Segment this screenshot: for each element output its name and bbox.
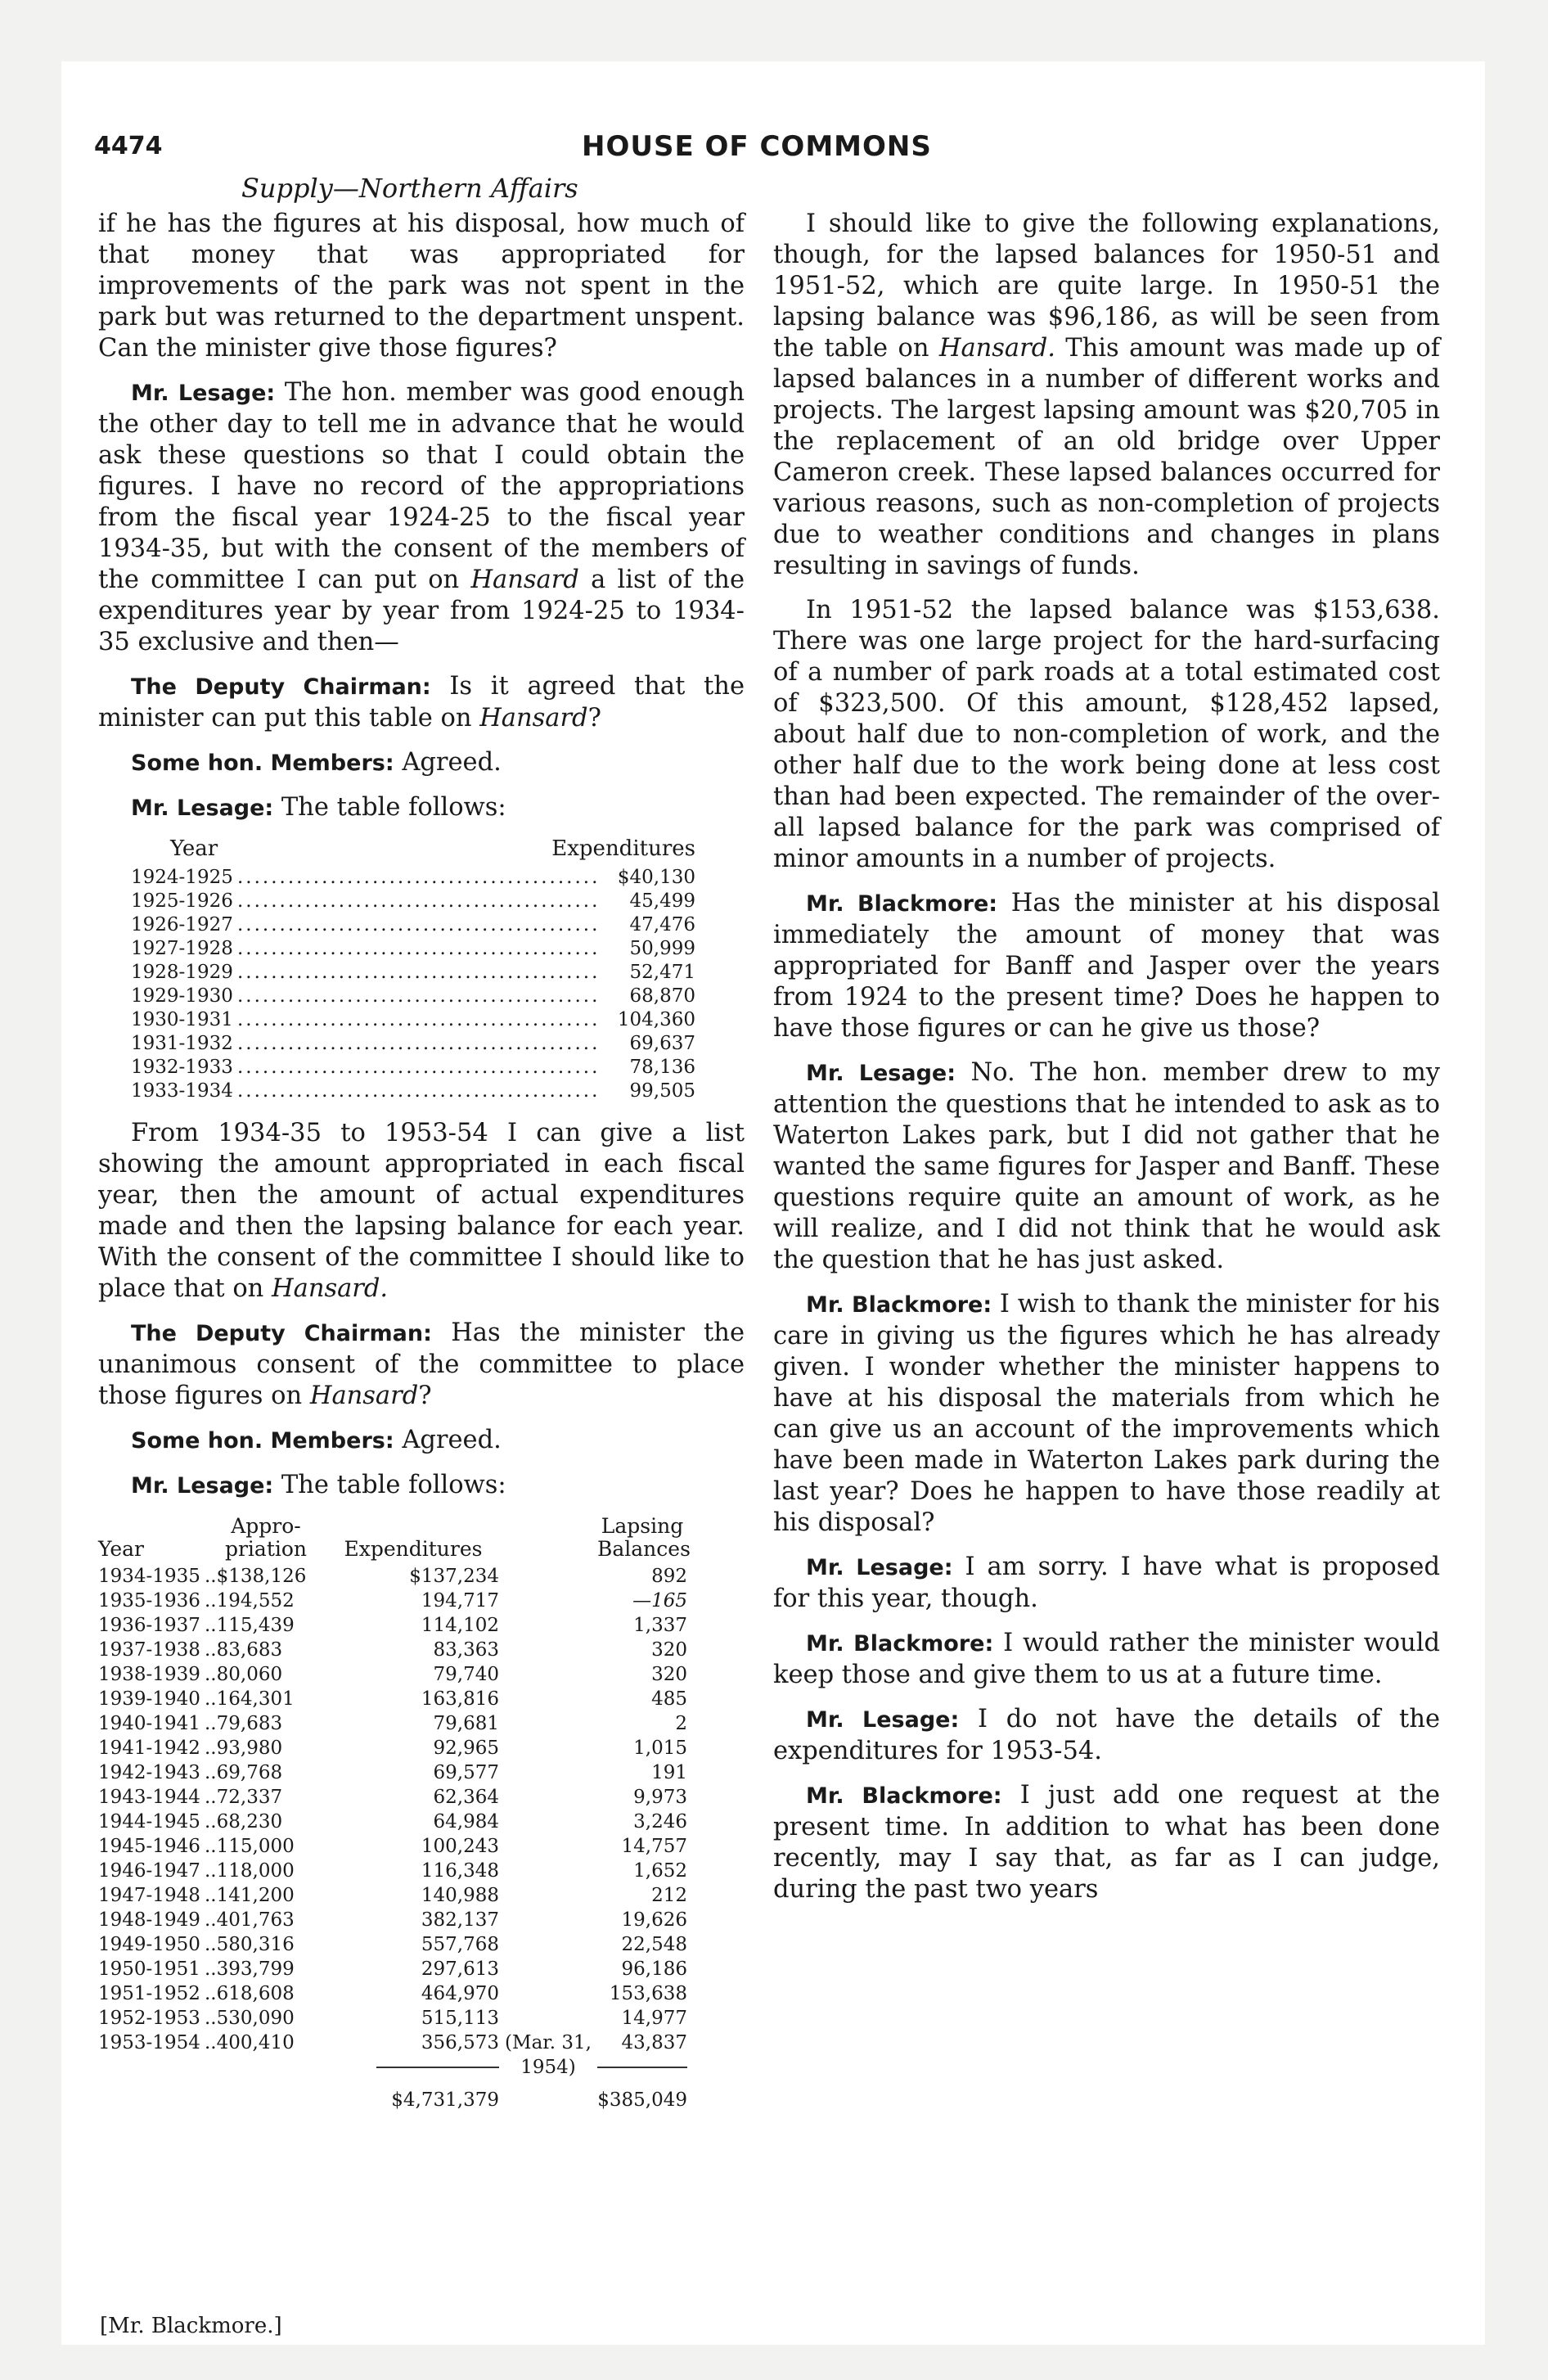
row-expenditure: $137,234 [409, 1566, 499, 1587]
table-header [131, 837, 695, 861]
row-lapsing: 153,638 [609, 1983, 687, 2004]
row-note [499, 1589, 597, 1613]
row-note [499, 1662, 597, 1687]
row-expenditure: 104,360 [617, 1009, 695, 1030]
row-lapsing: 43,837 [621, 2032, 687, 2053]
table-row [131, 1080, 695, 1103]
paragraph: I should like to give the following explanations, though, for the lapsed balances for 1950-51 and 1951-52, which are quite large. In 1950-51 the lapsing balance was $96,186, as will be seen from the table on Hansard. This amount was made up of lapsed balances in a number of different works and projects. The largest lapsing amount was $20,705 in the replacement of an old bridge over Upper Cameron creek. These lapsed balances occurred for various reasons, such as non-completion of projects due to weather conditions and changes in plans resulting in savings of funds. [773, 210, 1441, 580]
row-expenditure: $40,130 [617, 867, 695, 888]
row-expenditure: 50,999 [629, 938, 695, 959]
table-row [131, 866, 695, 890]
column-header-expenditures: Expenditures [551, 836, 695, 861]
row-appropriation: ..83,683 [205, 1639, 283, 1661]
row-appropriation: ..79,683 [205, 1713, 283, 1734]
row-appropriation: ..$138,126 [205, 1566, 307, 1587]
table-row [131, 1056, 695, 1080]
paragraph: The Deputy Chairman: Is it agreed that the minister can put this table on Hansard? [98, 672, 745, 732]
table-row [98, 1760, 745, 1785]
table-row [98, 1932, 745, 1957]
page [61, 61, 1485, 2345]
column-header-lapsing: Lapsing Balances [597, 1514, 691, 1561]
table-row [98, 1981, 745, 2006]
row-note: (Mar. 31, [505, 2032, 592, 2053]
dot-leader: ........................................... [237, 914, 601, 935]
total-lapsing: $385,049 [597, 2089, 687, 2111]
speaker-name: The Deputy Chairman: [131, 674, 431, 700]
dot-leader: ........................................... [237, 890, 601, 912]
expenditures-table [131, 837, 695, 1103]
paragraph: Mr. Lesage: The table follows: [131, 1471, 506, 1499]
dot-leader: ........................................... [237, 1033, 601, 1054]
row-expenditure: 69,577 [433, 1762, 499, 1783]
row-note [499, 1932, 597, 1957]
table-row [98, 1638, 745, 1662]
row-lapsing: —165 [632, 1590, 687, 1611]
row-appropriation: ..141,200 [205, 1885, 295, 1906]
row-note [499, 1564, 597, 1589]
speaker-name: Mr. Lesage: [131, 796, 274, 821]
row-year: 1932-1933 [131, 1057, 233, 1078]
speaker-name: Some hon. Members: [131, 1428, 394, 1454]
table-row [98, 1883, 745, 1908]
right-column [773, 209, 1440, 1918]
paragraph: Mr. Lesage: I do not have the details of the expenditures for 1953-54. [773, 1705, 1441, 1765]
table-row [98, 1859, 745, 1883]
table-row [98, 1711, 745, 1736]
paragraph: In 1951-52 the lapsed balance was $153,638. There was one large project for the hard-surfacing of a number of park roads at a total estimated cost of $323,500. Of this amount, $128,452 lapsed, about half due to non-completion of work, and the other half due to the work being done at less cost than had been expected. The remainder of the over-all lapsed balance for the park was comprised of minor amounts in a number of projects. [773, 596, 1440, 873]
row-year: 1929-1930 [131, 985, 233, 1007]
paragraph: Mr. Lesage: No. The hon. member drew to my attention the questions that he intended to ask as to Waterton Lakes park, but I did not gather that he wanted the same figures for Jasper and Banff. These questions require quite an amount of work, as he will realize, and I did not think that he would ask the question that he has just asked. [773, 1058, 1440, 1274]
row-expenditure: 62,364 [433, 1787, 499, 1808]
row-expenditure: 194,717 [421, 1590, 499, 1611]
table-row [131, 1008, 695, 1032]
row-note [499, 1760, 597, 1785]
row-note [499, 1687, 597, 1711]
table-row [98, 2006, 745, 2031]
row-year: 1936-1937 [98, 1615, 200, 1636]
row-year: 1947-1948 [98, 1885, 200, 1906]
dot-leader: ........................................... [237, 1057, 601, 1078]
speaker-name: Mr. Lesage: [806, 1061, 956, 1086]
row-note [499, 1859, 597, 1883]
row-expenditure: 52,471 [629, 962, 695, 983]
section-subhead: Supply—Northern Affairs [241, 173, 578, 204]
row-year: 1939-1940 [98, 1688, 200, 1710]
row-year: 1941-1942 [98, 1738, 200, 1759]
row-expenditure: 78,136 [629, 1057, 695, 1078]
row-expenditure: 68,870 [629, 985, 695, 1007]
row-appropriation: ..400,410 [205, 2032, 295, 2053]
row-lapsing: 485 [651, 1688, 687, 1710]
row-appropriation: ..72,337 [205, 1787, 283, 1808]
table-row [131, 985, 695, 1008]
paragraph: Mr. Lesage: The table follows: [131, 793, 506, 822]
row-year: 1951-1952 [98, 1983, 200, 2004]
row-year: 1943-1944 [98, 1787, 200, 1808]
speaker-name: Mr. Lesage: [131, 1473, 274, 1499]
total-expenditures: $4,731,379 [391, 2089, 499, 2111]
row-expenditure: 116,348 [421, 1860, 499, 1882]
table-row [98, 1908, 745, 1932]
row-appropriation: ..530,090 [205, 2008, 295, 2029]
row-lapsing: 9,973 [633, 1787, 687, 1808]
row-expenditure: 114,102 [421, 1615, 499, 1636]
table-row [98, 1785, 745, 1810]
row-appropriation: ..69,768 [205, 1762, 283, 1783]
row-expenditure: 79,740 [433, 1664, 499, 1685]
row-lapsing: 22,548 [621, 1934, 687, 1955]
row-year: 1945-1946 [98, 1836, 200, 1857]
row-year: 1924-1925 [131, 867, 233, 888]
row-expenditure: 79,681 [433, 1713, 499, 1734]
table-total-row [98, 2088, 745, 2112]
row-lapsing: 19,626 [621, 1909, 687, 1931]
row-note [499, 1834, 597, 1859]
row-year: 1927-1928 [131, 938, 233, 959]
row-lapsing: 320 [651, 1639, 687, 1661]
row-expenditure: 92,965 [433, 1738, 499, 1759]
row-lapsing: 3,246 [633, 1811, 687, 1832]
table-row [98, 2031, 745, 2055]
row-appropriation: ..164,301 [205, 1688, 295, 1710]
row-year: 1950-1951 [98, 1959, 200, 1980]
row-expenditure: 382,137 [421, 1909, 499, 1931]
paragraph: Some hon. Members: Agreed. [131, 748, 502, 777]
table-row [98, 1662, 745, 1687]
table-row [131, 913, 695, 937]
paragraph: Mr. Lesage: The hon. member was good enough the other day to tell me in advance that he would ask these questions so that I could obtain the figures. I have no record of the appropriations from the fiscal year 1924-25 to the fiscal year 1934-35, but with the consent of the members of the committee I can put on Hansard a list of the expenditures year by year from 1924-25 to 1934-35 exclusive and then— [98, 378, 745, 656]
table-row [98, 1957, 745, 1981]
row-note [499, 1883, 597, 1908]
row-appropriation: ..393,799 [205, 1959, 295, 1980]
table-row [98, 1564, 745, 1589]
column-header-expenditures: Expenditures [344, 1537, 483, 1561]
row-lapsing: 320 [651, 1664, 687, 1685]
continuation-speaker-tag: [Mr. Blackmore.] [100, 2314, 282, 2338]
row-year: 1946-1947 [98, 1860, 200, 1882]
column-header-appropriation: Appro- priation [224, 1514, 308, 1561]
row-year: 1938-1939 [98, 1664, 200, 1685]
row-note [499, 1638, 597, 1662]
row-note [499, 1957, 597, 1981]
row-year: 1948-1949 [98, 1909, 200, 1931]
speaker-name: The Deputy Chairman: [131, 1321, 432, 1346]
row-lapsing: 96,186 [621, 1959, 687, 1980]
speaker-name: Mr. Lesage: [806, 1555, 953, 1580]
row-lapsing: 1,015 [633, 1738, 687, 1759]
row-expenditure: 47,476 [629, 914, 695, 935]
speaker-name: Mr. Lesage: [131, 381, 276, 406]
row-appropriation: ..80,060 [205, 1664, 283, 1685]
paragraph: Mr. Lesage: I am sorry. I have what is proposed for this year, though. [773, 1553, 1440, 1613]
table-row [131, 890, 695, 913]
row-lapsing: 1,337 [633, 1615, 687, 1636]
row-note [499, 1613, 597, 1638]
table-header [98, 1515, 745, 1561]
row-year: 1949-1950 [98, 1934, 200, 1955]
row-year: 1937-1938 [98, 1639, 200, 1661]
page-number: 4474 [94, 132, 163, 160]
table-row [98, 1834, 745, 1859]
row-lapsing: 1,652 [633, 1860, 687, 1882]
row-year: 1944-1945 [98, 1811, 200, 1832]
left-column [98, 209, 745, 2121]
table-row [131, 937, 695, 961]
row-appropriation: ..118,000 [205, 1860, 295, 1882]
row-expenditure: 557,768 [421, 1934, 499, 1955]
paragraph: Some hon. Members: Agreed. [131, 1426, 502, 1454]
row-appropriation: ..580,316 [205, 1934, 295, 1955]
row-appropriation: ..115,000 [205, 1836, 295, 1857]
table-row [98, 1613, 745, 1638]
table-row [131, 961, 695, 985]
row-note [499, 1908, 597, 1932]
row-year: 1930-1931 [131, 1009, 233, 1030]
speaker-name: Some hon. Members: [131, 751, 394, 776]
row-lapsing: 212 [651, 1885, 687, 1906]
paragraph: Mr. Blackmore: I would rather the minister would keep those and give them to us at a future time. [773, 1629, 1440, 1689]
date-note: 1954) [520, 2057, 576, 2078]
table-row [131, 1032, 695, 1056]
row-year: 1933-1934 [131, 1080, 233, 1102]
row-note [499, 2006, 597, 2031]
table-row [98, 1810, 745, 1834]
row-expenditure: 163,816 [421, 1688, 499, 1710]
row-expenditure: 83,363 [433, 1639, 499, 1661]
row-note [499, 1736, 597, 1760]
row-year: 1942-1943 [98, 1762, 200, 1783]
row-expenditure: 100,243 [421, 1836, 499, 1857]
speaker-name: Mr. Blackmore: [806, 891, 998, 917]
paragraph: Mr. Blackmore: Has the minister at his disposal immediately the amount of money that was appropriated for Banff and Jasper over the years from 1924 to the present time? Does he happen to have those figures or can he give us those? [773, 889, 1440, 1043]
appropriation-table [98, 1515, 745, 2112]
dot-leader: ........................................... [237, 1009, 601, 1030]
row-expenditure: 69,637 [629, 1033, 695, 1054]
row-note [499, 1711, 597, 1736]
row-year: 1952-1953 [98, 2008, 200, 2029]
table-row [98, 1736, 745, 1760]
speaker-name: Mr. Blackmore: [806, 1292, 992, 1318]
row-year: 1953-1954 [98, 2032, 200, 2053]
row-expenditure: 140,988 [421, 1885, 499, 1906]
row-year: 1928-1929 [131, 962, 233, 983]
row-year: 1925-1926 [131, 890, 233, 912]
row-appropriation: ..68,230 [205, 1811, 283, 1832]
row-year: 1926-1927 [131, 914, 233, 935]
row-year: 1940-1941 [98, 1713, 200, 1734]
row-lapsing: 14,977 [621, 2008, 687, 2029]
row-note [499, 1785, 597, 1810]
row-expenditure: 515,113 [421, 2008, 499, 2029]
speaker-name: Mr. Blackmore: [806, 1631, 994, 1657]
row-appropriation: ..618,608 [205, 1983, 295, 2004]
row-lapsing: 2 [675, 1713, 687, 1734]
row-lapsing: 892 [651, 1566, 687, 1587]
row-expenditure: 64,984 [433, 1811, 499, 1832]
row-expenditure: 356,573 [421, 2032, 499, 2053]
table-row [98, 1687, 745, 1711]
row-year: 1935-1936 [98, 1590, 200, 1611]
paragraph: if he has the figures at his disposal, how much of that money that was appropriated for improvements of the park was not spent in the park but was returned to the department unspent. Can the minister give those figures? [98, 210, 745, 363]
row-note [499, 1810, 597, 1834]
table-row [98, 1589, 745, 1613]
dot-leader: ........................................... [237, 985, 601, 1007]
publication-title: HOUSE OF COMMONS [582, 130, 932, 163]
dot-leader: ........................................... [237, 1080, 601, 1102]
speaker-name: Mr. Lesage: [806, 1707, 960, 1733]
row-appropriation: ..194,552 [205, 1590, 295, 1611]
dot-leader: ........................................... [237, 962, 601, 983]
dot-leader: ........................................... [237, 867, 601, 888]
paragraph: Mr. Blackmore: I wish to thank the minister for his care in giving us the figures which he has already given. I wonder whether the minister happens to have at his disposal the materials from which he can give us an account of the improvements which have been made in Waterton Lakes park during the last year? Does he happen to have those readily at his disposal? [773, 1290, 1440, 1537]
row-appropriation: ..401,763 [205, 1909, 295, 1931]
row-expenditure: 464,970 [421, 1983, 499, 2004]
paragraph: From 1934-35 to 1953-54 I can give a list showing the amount appropriated in each fiscal year, then the amount of actual expenditures made and then the lapsing balance for each year. With the consent of the committee I should like to place that on Hansard. [98, 1119, 745, 1303]
speaker-name: Mr. Blackmore: [806, 1783, 1002, 1809]
row-appropriation: ..93,980 [205, 1738, 283, 1759]
paragraph: Mr. Blackmore: I just add one request at the present time. In addition to what has been done recently, may I say that, as far as I can judge, during the past two years [773, 1781, 1440, 1904]
row-appropriation: ..115,439 [205, 1615, 295, 1636]
column-header-year: Year [98, 1537, 144, 1561]
column-header-year: Year [170, 836, 218, 861]
table-note-row [98, 2055, 745, 2080]
row-lapsing: 191 [651, 1762, 687, 1783]
row-year: 1931-1932 [131, 1033, 233, 1054]
row-year: 1934-1935 [98, 1566, 200, 1587]
paragraph: The Deputy Chairman: Has the minister the unanimous consent of the committee to place those figures on Hansard? [98, 1318, 745, 1410]
row-note [499, 1981, 597, 2006]
row-expenditure: 45,499 [629, 890, 695, 912]
row-lapsing: 14,757 [621, 1836, 687, 1857]
row-expenditure: 99,505 [629, 1080, 695, 1102]
row-expenditure: 297,613 [421, 1959, 499, 1980]
dot-leader: ........................................... [237, 938, 601, 959]
